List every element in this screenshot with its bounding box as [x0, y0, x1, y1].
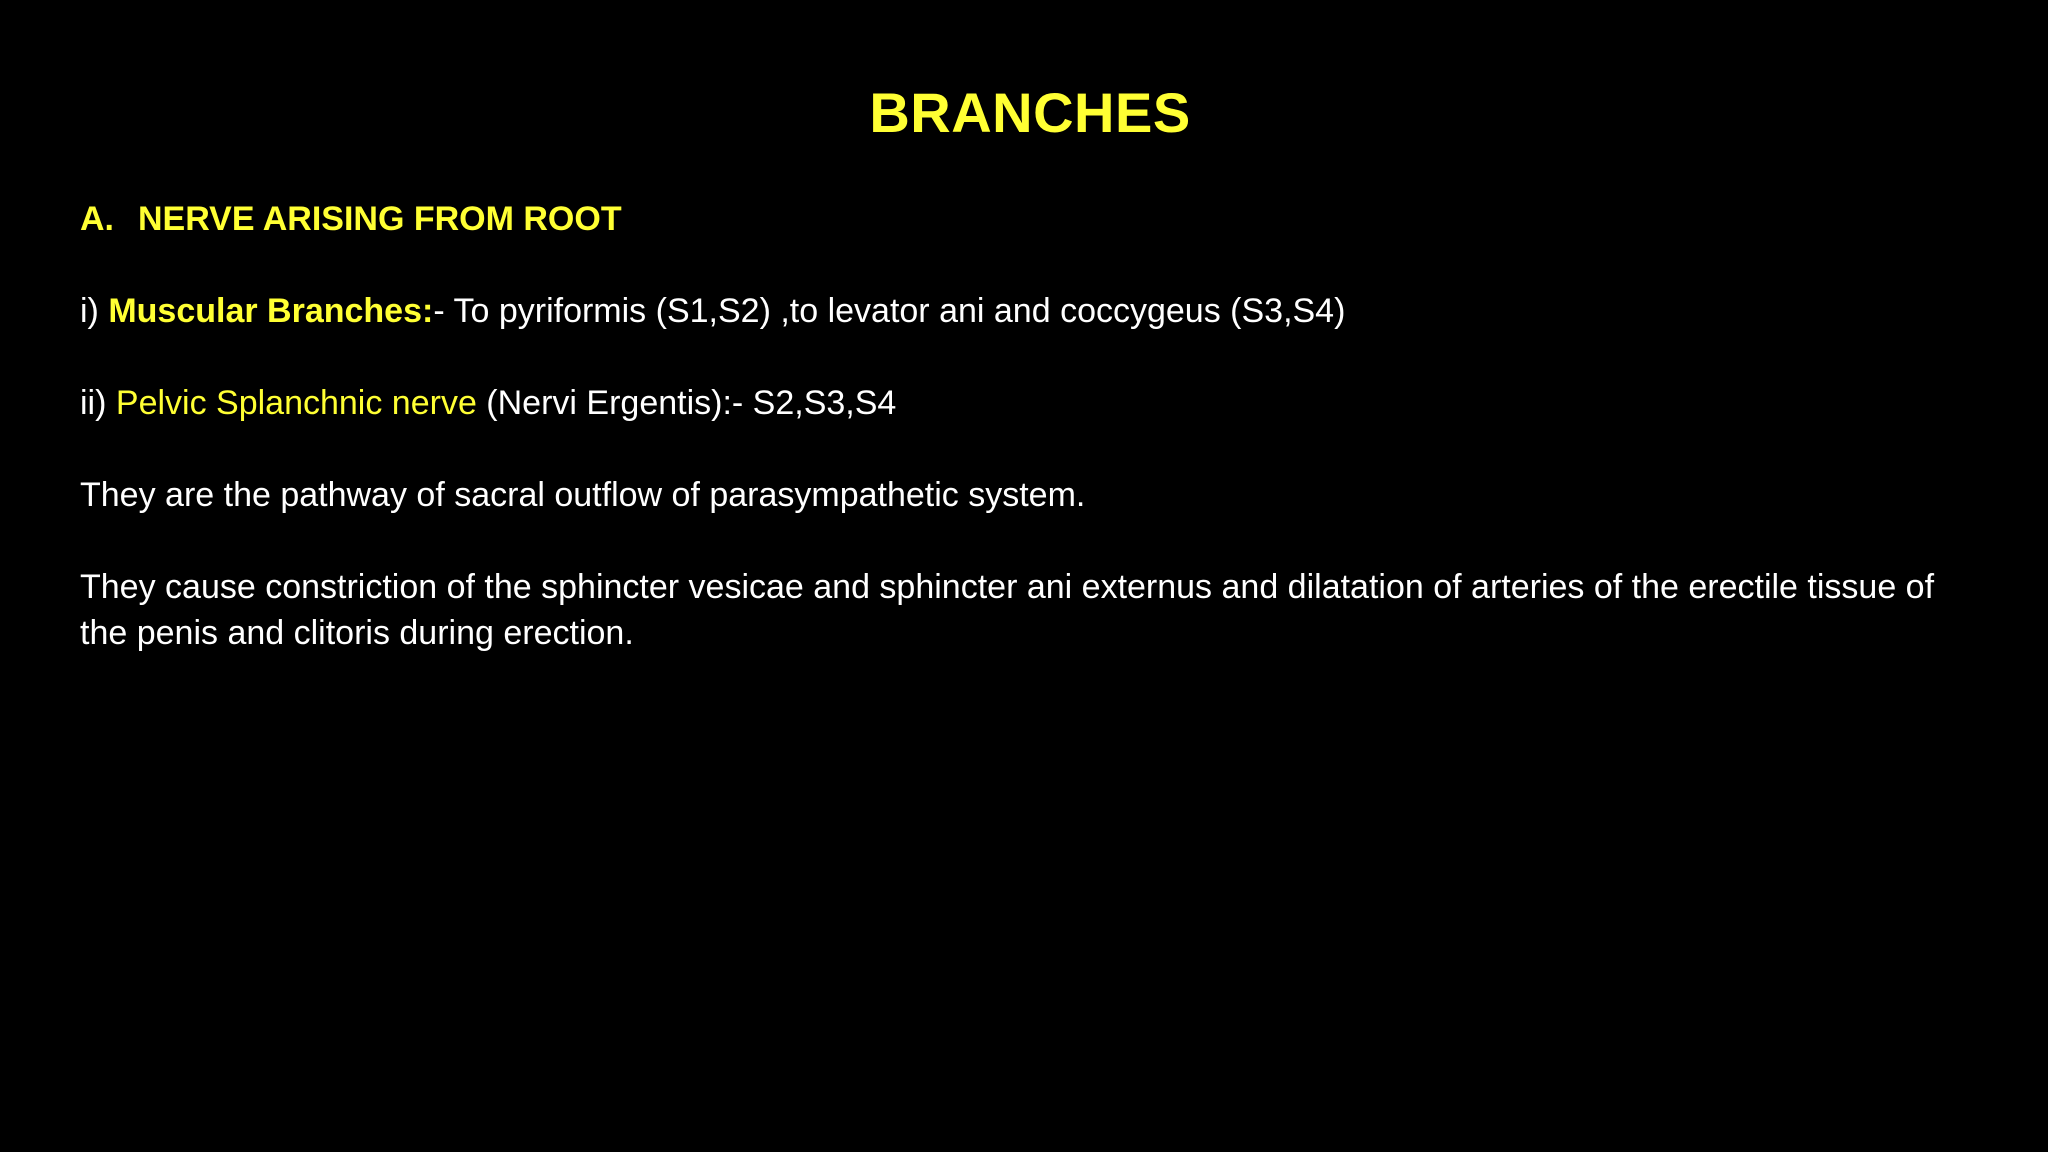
list-item-pelvic-splanchnic	[80, 380, 1980, 426]
section-heading-text: NERVE ARISING FROM ROOT	[138, 200, 622, 238]
item-text: (Nervi Ergentis):- S2,S3,S4	[476, 384, 897, 422]
slide-title: BRANCHES	[869, 81, 1191, 144]
paragraph-pathway: They are the pathway of sacral outflow of parasympathetic system.	[80, 476, 1086, 514]
item-prefix: i)	[80, 292, 109, 330]
item-text: - To pyriformis (S1,S2) ,to levator ani and coccygeus (S3,S4)	[433, 292, 1346, 330]
list-item-muscular-branches	[80, 288, 1980, 334]
item-label: Pelvic Splanchnic nerve	[115, 384, 477, 422]
item-prefix: ii)	[80, 384, 116, 422]
paragraph-constriction: They cause constriction of the sphincter vesicae and sphincter ani externus and dilatation of arteries of the erectile tissue of the penis and clitoris during erection.	[80, 568, 1935, 652]
slide-content	[80, 196, 1980, 656]
section-heading	[80, 196, 1980, 242]
section-marker: A.	[80, 200, 114, 238]
item-label: Muscular Branches:	[108, 292, 434, 330]
